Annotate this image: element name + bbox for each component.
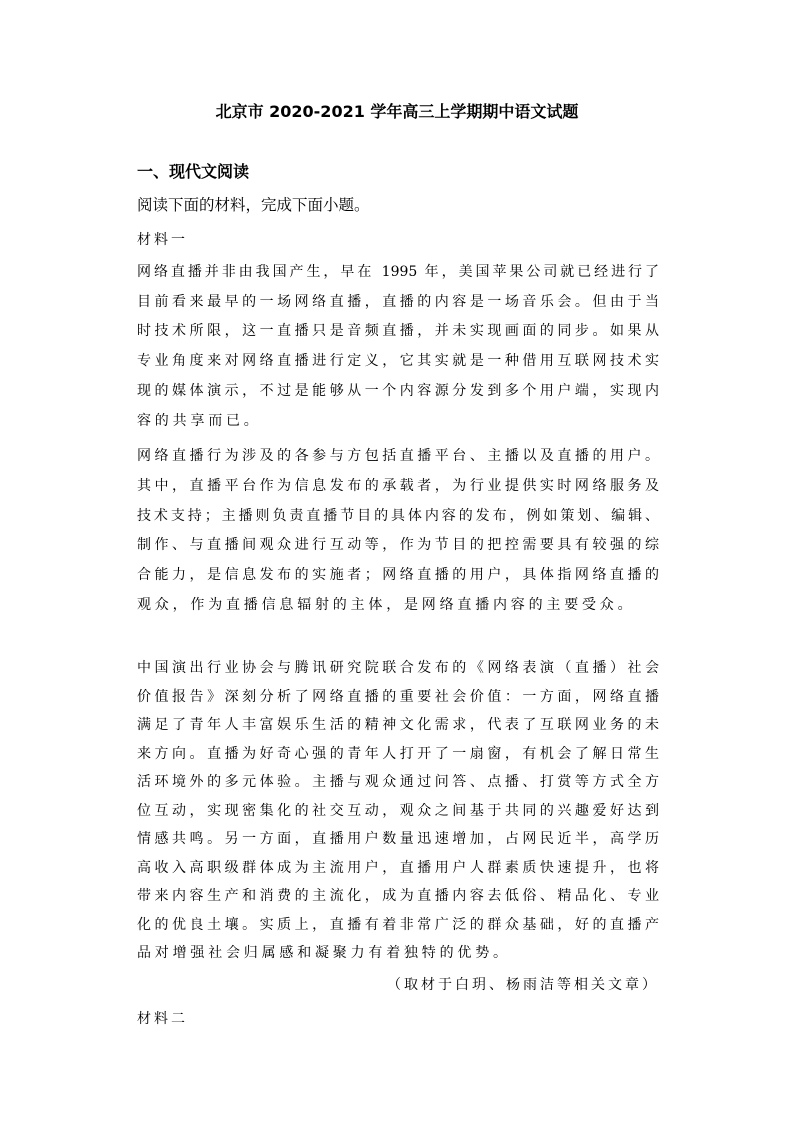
paragraph-line: 现的媒体演示，不过是能够从一个内容源分发到多个用户端，实现内 [137, 382, 659, 399]
paragraph-line: 容的共享而已。 [137, 412, 262, 429]
paragraph-line: 网络直播行为涉及的各参与方包括直播平台、主播以及直播的用户。 [137, 448, 659, 465]
material-one-label: 材料一 [137, 232, 188, 248]
paragraph-line: 网络直播并非由我国产生，早在 1995 年，美国苹果公司就已经进行了 [137, 264, 659, 280]
paragraph-line: 时技术所限，这一直播只是音频直播，并未实现画面的同步。如果从 [137, 323, 659, 340]
paragraph-line: 制作、与直播间观众进行互动等，作为节目的把控需要具有较强的综 [137, 537, 659, 554]
paragraph-line: 目前看来最早的一场网络直播，直播的内容是一场音乐会。但由于当 [137, 293, 659, 310]
paragraph-line: 专业角度来对网络直播进行定义，它其实就是一种借用互联网技术实 [137, 353, 659, 370]
paragraph-line: 高收入高职级群体成为主流用户，直播用户人群素质快速提升，也将 [137, 859, 659, 876]
material-two-label: 材料二 [137, 1011, 188, 1027]
paragraph-line: 观众，作为直播信息辐射的主体，是网络直播内容的主要受众。 [137, 596, 636, 613]
paragraph-line: 带来内容生产和消费的主流化，成为直播内容去低俗、精品化、专业 [137, 888, 659, 904]
paragraph-line: 满足了青年人丰富娱乐生活的精神文化需求，代表了互联网业务的未 [137, 717, 659, 733]
paragraph-line: 品对增强社会归属感和凝聚力有着独特的优势。 [137, 945, 511, 961]
paragraph-line: 位互动，实现密集化的社交互动，观众之间基于共同的兴趣爱好达到 [137, 802, 659, 819]
paragraph-line: 活环境外的多元体验。主播与观众通过问答、点播、打赏等方式全方 [137, 774, 659, 790]
paragraph-line: 合能力，是信息发布的实施者；网络直播的用户，具体指网络直播的 [137, 567, 659, 583]
paragraph-line: 技术支持；主播则负责直播节目的具体内容的发布，例如策划、编辑、 [137, 507, 659, 524]
paragraph-line: 中国演出行业协会与腾讯研究院联合发布的《网络表演（直播）社会 [137, 660, 659, 676]
section-heading: 一、现代文阅读 [137, 162, 250, 181]
paragraph-line: 情感共鸣。另一方面，直播用户数量迅速增加，占网民近半，高学历 [137, 831, 659, 847]
paragraph-line: 化的优良土壤。实质上，直播有着非常广泛的群众基础，好的直播产 [137, 916, 659, 933]
paragraph-line: 价值报告》深刻分析了网络直播的重要社会价值：一方面，网络直播 [137, 688, 659, 705]
paragraph-line: 其中，直播平台作为信息发布的承载者，为行业提供实时网络服务及 [137, 477, 659, 494]
instruction-text: 阅读下面的材料，完成下面小题。 [137, 196, 370, 214]
material-one-source: （取材于白玥、杨雨洁等相关文章） [387, 977, 659, 993]
paragraph-line: 来方向。直播为好奇心强的青年人打开了一扇窗，有机会了解日常生 [137, 745, 659, 762]
document-title: 北京市 2020-2021 学年高三上学期期中语文试题 [215, 102, 579, 121]
